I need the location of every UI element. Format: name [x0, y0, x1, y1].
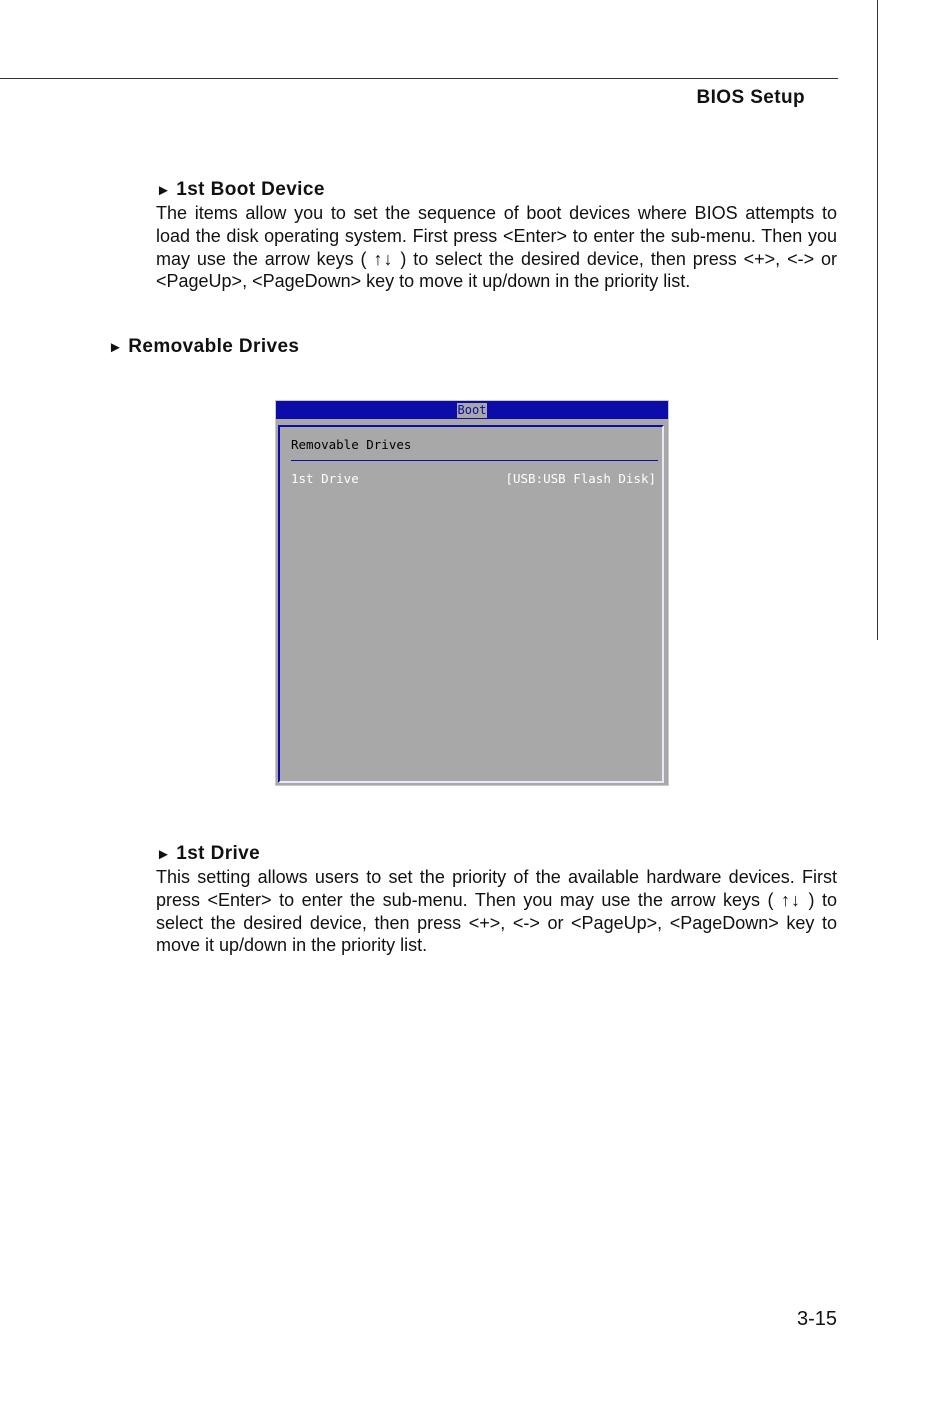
header-rule: [0, 78, 838, 79]
bios-title-bar: [276, 401, 668, 419]
first-drive-section: [156, 843, 837, 957]
boot-device-text-1: The items allow you to set the sequence of boot devices where BIOS attempts to load the disk operating system. First press <Enter> to enter the sub-menu. Then you may use the arrow keys (: [156, 203, 837, 269]
bios-item-1st-drive[interactable]: [291, 471, 658, 487]
triangle-bullet-icon: ►: [156, 846, 172, 863]
first-drive-description: [156, 866, 837, 957]
boot-device-heading: [156, 179, 837, 201]
page-number: 3-15: [796, 1308, 837, 1330]
triangle-bullet-icon: ►: [156, 182, 172, 199]
boot-device-heading-text: 1st Boot Device: [176, 179, 325, 200]
bios-item-value[interactable]: [USB:USB Flash Disk]: [505, 471, 656, 486]
bios-divider: [291, 460, 658, 461]
boot-device-section: [156, 179, 837, 293]
first-drive-heading: [156, 843, 837, 865]
boot-device-description: [156, 202, 837, 293]
bios-tab-boot[interactable]: Boot: [457, 403, 487, 417]
triangle-bullet-icon: ►: [108, 339, 124, 356]
bios-submenu-panel: [278, 425, 664, 783]
margin-rule: [877, 0, 878, 640]
first-drive-text-1: This setting allows users to set the priority of the available hardware devices. First press <Enter> to enter the sub-menu. Then you may use the arrow keys (: [156, 867, 837, 910]
arrow-keys-icon: ↑↓: [780, 889, 801, 910]
bios-submenu-title: Removable Drives: [291, 437, 412, 452]
bios-screenshot: [275, 400, 669, 786]
first-drive-text-2: ) to select the desired device, then press <+>, <-> or <PageUp>, <PageDown> key to move it up/down in the priority list.: [156, 889, 837, 956]
boot-device-text-2: ) to select the desired device, then press <+>, <-> or <PageUp>, <PageDown> key to move it up/down in the priority list.: [156, 248, 837, 292]
first-drive-heading-text: 1st Drive: [176, 843, 261, 864]
page-header-title: BIOS Setup: [696, 87, 805, 108]
arrow-keys-icon: ↑↓: [373, 248, 394, 269]
removable-drives-heading: [108, 336, 299, 358]
removable-drives-heading-text: Removable Drives: [128, 336, 300, 357]
bios-item-label: 1st Drive: [291, 471, 359, 486]
